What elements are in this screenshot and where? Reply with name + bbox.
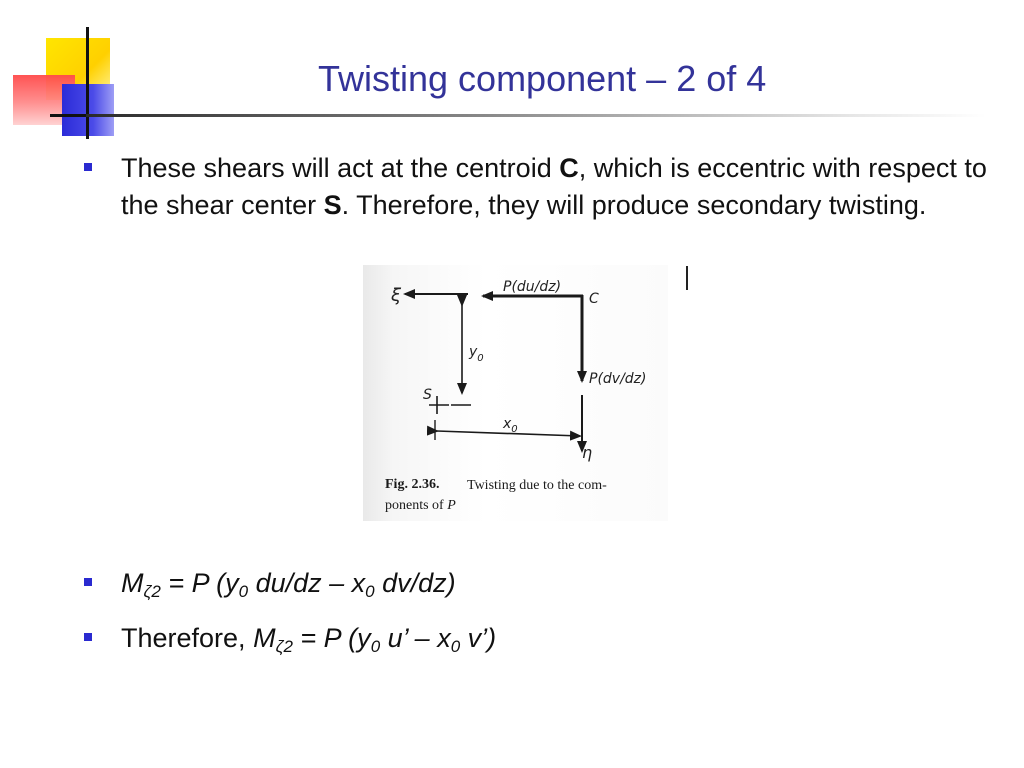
eq-subscript: ζ2 xyxy=(275,637,293,656)
eq-part: = P (y xyxy=(292,623,371,653)
eq-symbol: M xyxy=(121,568,144,598)
bullet-text xyxy=(121,150,1001,224)
eq-subscript: 0 xyxy=(450,637,461,656)
eq-subscript: 0 xyxy=(365,582,375,601)
shear-center-symbol: S xyxy=(323,190,342,220)
eq-part: u’ – x xyxy=(380,623,451,653)
eq-prefix: Therefore, xyxy=(121,623,254,653)
eq-part: dv/dz) xyxy=(374,568,456,598)
title-underline-rule xyxy=(86,114,986,117)
eq-subscript: 0 xyxy=(238,582,249,601)
y0-label xyxy=(468,344,484,364)
x0-label-sub: 0 xyxy=(511,424,518,435)
c-label: C xyxy=(589,291,599,307)
eq-symbol: M xyxy=(253,623,276,653)
bullet-text-part: , which is eccentric with respect to the shear center xyxy=(121,153,987,220)
pdu-label: P(du/dz) xyxy=(503,279,562,295)
eq-subscript: 0 xyxy=(370,637,381,656)
eta-label: η xyxy=(582,443,593,462)
stray-tick-mark xyxy=(686,266,688,290)
y0-label-sub: 0 xyxy=(477,353,484,364)
vertical-line-shape xyxy=(86,27,89,139)
bullet-text-part: These shears will act at the centroid xyxy=(121,153,560,183)
caption-p-symbol: P xyxy=(447,498,456,513)
eq-part: du/dz – x xyxy=(248,568,366,598)
figure-caption-line2 xyxy=(385,498,456,513)
bullet-marker-icon xyxy=(84,633,92,641)
therefore-equation xyxy=(121,620,1001,657)
eq-part: = P (y xyxy=(160,568,239,598)
eq-part: v’) xyxy=(460,623,497,653)
x0-label-main: x xyxy=(503,416,512,432)
bullet-marker-icon xyxy=(84,578,92,586)
moment-equation xyxy=(121,565,1001,602)
eq-subscript: ζ2 xyxy=(143,582,161,601)
xi-label: ξ xyxy=(391,285,402,306)
pdv-label: P(dv/dz) xyxy=(589,371,647,387)
twisting-diagram xyxy=(363,265,668,521)
centroid-symbol: C xyxy=(559,153,579,183)
x0-label xyxy=(502,416,518,435)
caption-line2-text: ponents of xyxy=(385,498,448,513)
bullet-text-part: . Therefore, they will produce secondary twisting. xyxy=(341,190,927,220)
figure-caption-number: Fig. 2.36. xyxy=(385,477,440,492)
bullet-marker-icon xyxy=(84,163,92,171)
slide-logo-decoration xyxy=(0,0,160,150)
s-label: S xyxy=(423,387,432,403)
slide-title: Twisting component – 2 of 4 xyxy=(318,58,767,99)
y0-label-main: y xyxy=(469,344,478,360)
figure-caption-line1: Twisting due to the com- xyxy=(467,478,607,493)
twisting-figure xyxy=(363,265,668,521)
